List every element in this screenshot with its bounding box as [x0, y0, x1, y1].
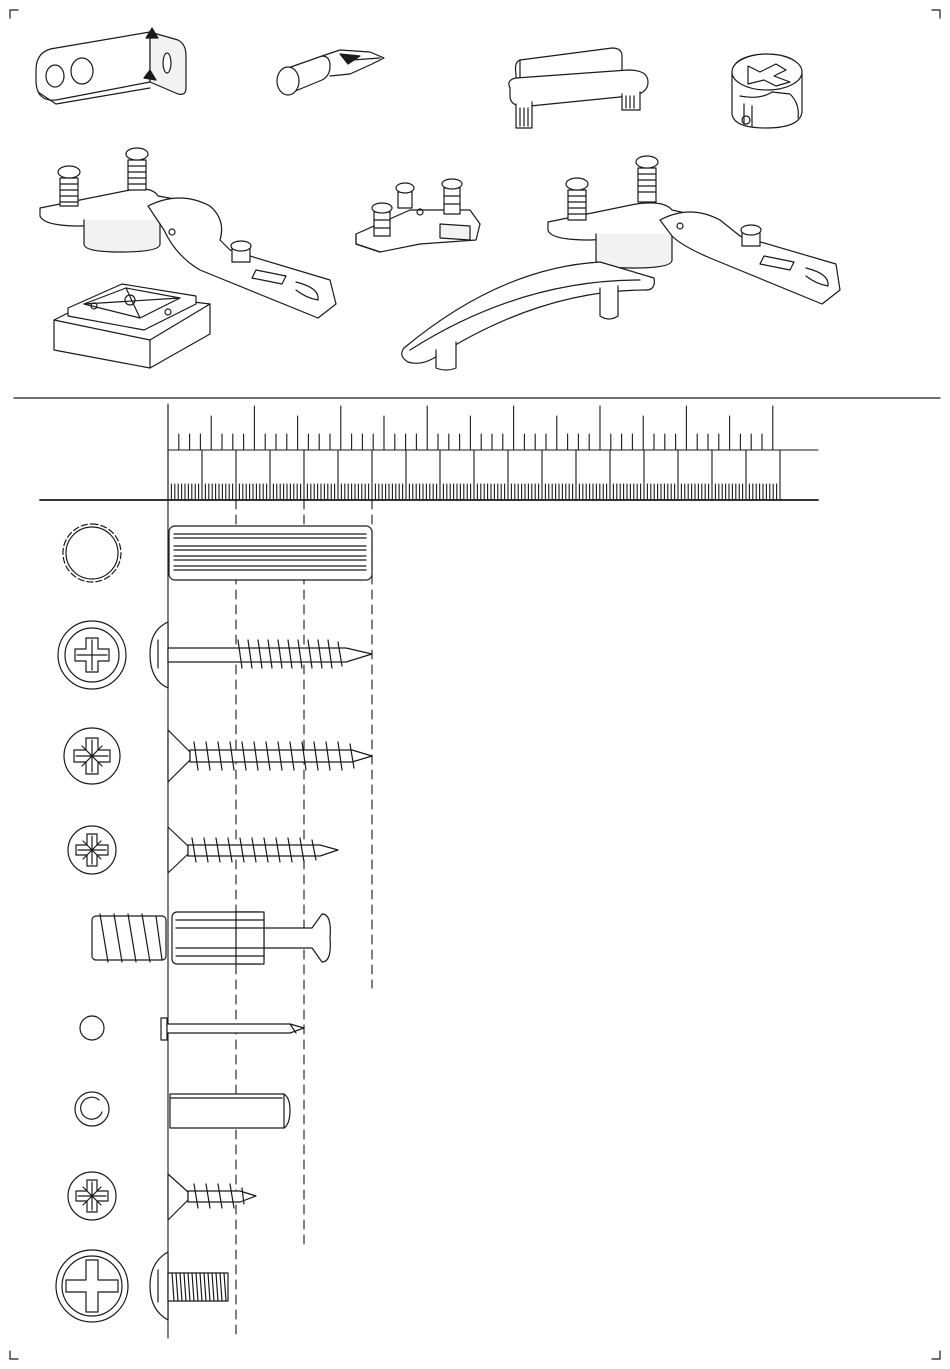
bumper-pad-icon [54, 284, 210, 368]
hinge-screw [58, 166, 80, 206]
machine-screw-row [56, 1250, 228, 1322]
angle-bracket-icon [36, 28, 186, 104]
phillips-head-icon [64, 728, 120, 784]
screwdriver-bit-icon [277, 50, 384, 95]
machine-screw [150, 1252, 228, 1320]
handle-icon [402, 262, 655, 370]
plate-screw [442, 179, 462, 214]
countersunk-screw-medium [168, 827, 338, 873]
hinge-screw [231, 241, 251, 262]
plastic-plug [170, 1094, 290, 1128]
mounting-plate-icon [356, 179, 480, 252]
wooden-dowel [169, 526, 372, 580]
hinge-screw [636, 156, 658, 202]
phillips-head-icon [58, 621, 126, 689]
cam-bolt-anchor [92, 914, 166, 962]
shelf-support-icon [509, 48, 648, 128]
plug-end-icon [75, 1092, 109, 1126]
plate-screw [372, 203, 392, 236]
countersunk-screw-long-row [64, 728, 372, 784]
hinge-screw [741, 225, 761, 246]
plastic-plug-row [75, 1092, 290, 1128]
cam-lock-icon [732, 54, 802, 128]
cam-bolt [172, 912, 330, 964]
countersunk-screw-medium-row [68, 826, 338, 874]
hinge-screw [566, 178, 588, 220]
phillips-head-icon [68, 826, 116, 874]
plate-screw [396, 183, 414, 208]
countersunk-screw-short [168, 1174, 256, 1220]
nail-row [80, 1016, 304, 1040]
phillips-head-icon [68, 1172, 116, 1220]
wooden-dowel-row [63, 524, 372, 582]
cam-bolt-row [92, 912, 330, 964]
nail-head-icon [80, 1016, 104, 1040]
pan-head-wood-screw-row [58, 621, 372, 689]
scale-ruler [40, 404, 818, 1338]
phillips-head-icon [56, 1250, 128, 1322]
nail [161, 1018, 304, 1040]
countersunk-screw-long [168, 730, 372, 782]
dowel-end-icon [63, 524, 121, 582]
hinge-icon [40, 148, 336, 318]
countersunk-screw-short-row [68, 1172, 256, 1220]
hinge-screw [126, 148, 148, 190]
pan-head-wood-screw [150, 622, 372, 688]
